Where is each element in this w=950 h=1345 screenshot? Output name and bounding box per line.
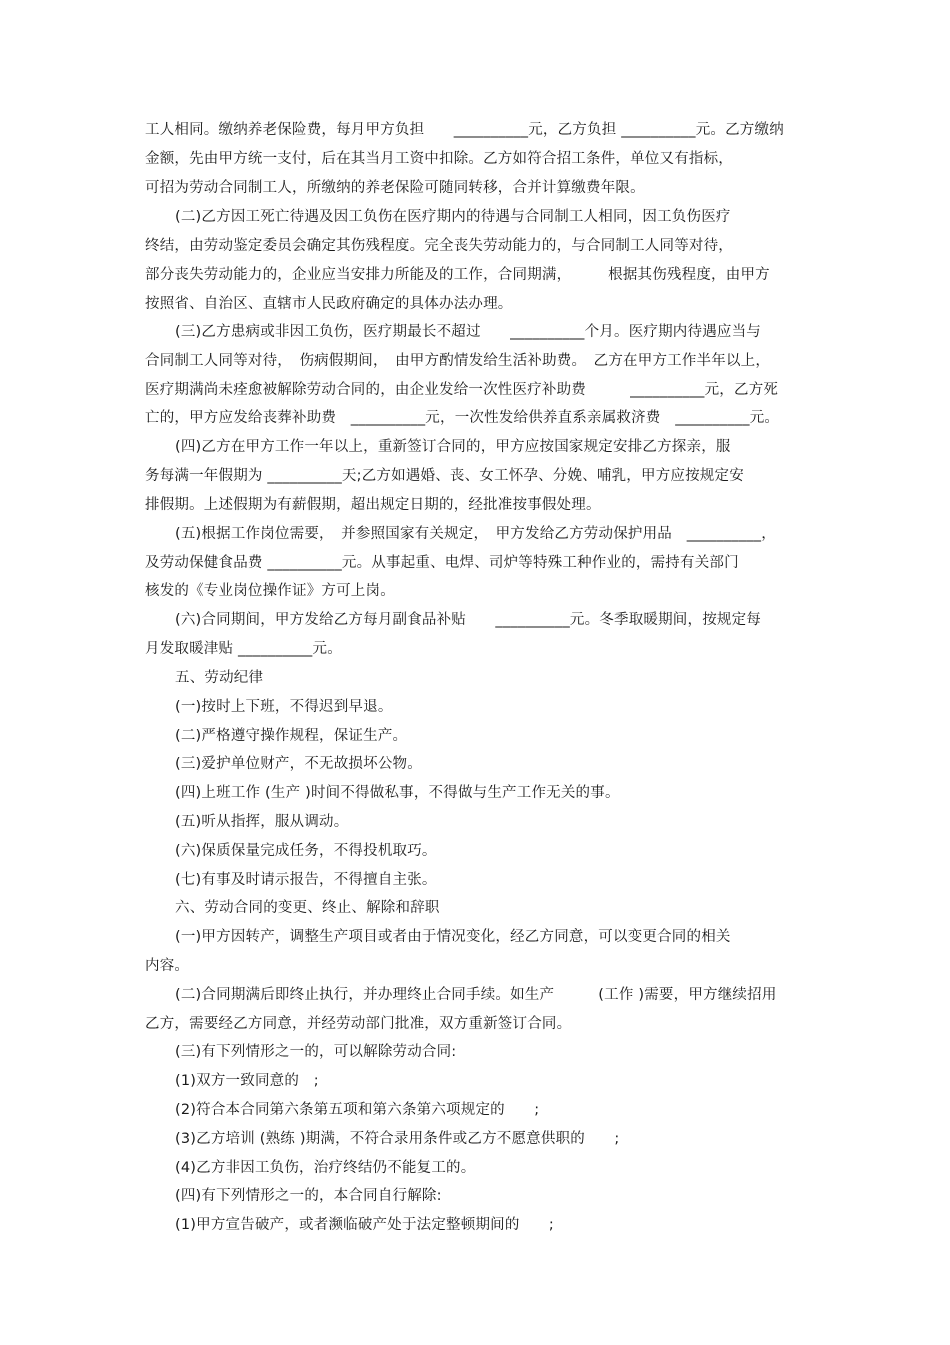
text-line: (1)双方一致同意的 ; (175, 1073, 319, 1089)
text-line: (三)有下列情形之一的，可以解除劳动合同: (175, 1044, 457, 1060)
section-heading: 五、劳动纪律 (175, 670, 264, 686)
text-line: (二)合同期满后即终止执行，并办理终止合同手续。如生产 (工作 )需要，甲方继续招用 (175, 987, 777, 1003)
text-line: 按照省、自治区、直辖市人民政府确定的具体办法办理。 (145, 296, 513, 312)
text-line: 合同制工人同等对待， 伤病假期间， 由甲方酌情发给生活补助费。 乙方在甲方工作半年以上， (145, 353, 771, 369)
text-line: (一)按时上下班，不得迟到早退。 (175, 699, 393, 715)
text-line: (六)合同期间，甲方发给乙方每月副食品补贴 __________元。冬季取暖期间，按规定每 (175, 612, 762, 628)
section-heading: 六、劳动合同的变更、终止、解除和辞职 (175, 900, 440, 916)
text-line: 亡的，甲方应发给丧葬补助费 __________元，一次性发给供养直系亲属救济费 __________元。 (145, 410, 780, 426)
text-line: (六)保质保量完成任务，不得投机取巧。 (175, 843, 437, 859)
text-line: 务每满一年假期为 __________天;乙方如遇婚、丧、女工怀孕、分娩、哺乳，甲方应按规定安 (145, 468, 744, 484)
text-line: (4)乙方非因工负伤，治疗终结仍不能复工的。 (175, 1160, 476, 1176)
text-line: (3)乙方培训 (熟练 )期满，不符合录用条件或乙方不愿意供职的 ; (175, 1131, 620, 1147)
text-line: 医疗期满尚未痊愈被解除劳动合同的，由企业发给一次性医疗补助费 __________元，乙方死 (145, 382, 779, 398)
text-line: (一)甲方因转产，调整生产项目或者由于情况变化，经乙方同意，可以变更合同的相关 (175, 929, 731, 945)
text-line: (三)爱护单位财产，不无故损坏公物。 (175, 756, 422, 772)
text-line: 可招为劳动合同制工人，所缴纳的养老保险可随同转移，合并计算缴费年限。 (145, 180, 645, 196)
text-line: 核发的《专业岗位操作证》方可上岗。 (145, 583, 395, 599)
text-line: 金额，先由甲方统一支付，后在其当月工资中扣除。乙方如符合招工条件，单位又有指标， (145, 151, 733, 167)
text-line: 内容。 (145, 958, 190, 974)
text-line: 乙方，需要经乙方同意，并经劳动部门批准，双方重新签订合同。 (145, 1016, 572, 1032)
text-line: (1)甲方宣告破产，或者濒临破产处于法定整顿期间的 ; (175, 1217, 555, 1233)
text-line: (四)上班工作 (生产 )时间不得做私事，不得做与生产工作无关的事。 (175, 785, 620, 801)
text-line: 月发取暖津贴 __________元。 (145, 641, 342, 657)
text-line: (四)有下列情形之一的，本合同自行解除: (175, 1188, 442, 1204)
text-line: (2)符合本合同第六条第五项和第六条第六项规定的 ; (175, 1102, 540, 1118)
text-line: 终结，由劳动鉴定委员会确定其伤残程度。完全丧失劳动能力的，与合同制工人同等对待， (145, 238, 733, 254)
text-line: 及劳动保健食品费 __________元。从事起重、电焊、司炉等特殊工种作业的，需持有关部门 (145, 555, 739, 571)
text-line: 排假期。上述假期为有薪假期，超出规定日期的，经批准按事假处理。 (145, 497, 601, 513)
text-line: 部分丧失劳动能力的，企业应当安排力所能及的工作，合同期满， 根据其伤残程度，由甲方 (145, 267, 770, 283)
text-line: (五)听从指挥，服从调动。 (175, 814, 349, 830)
text-line: (七)有事及时请示报告，不得擅自主张。 (175, 872, 437, 888)
text-line: 工人相同。缴纳养老保险费，每月甲方负担 __________元，乙方负担 __________元。乙方缴纳 (145, 122, 784, 138)
text-line: (三)乙方患病或非因工负伤，医疗期最长不超过 __________个月。医疗期内待遇应当与 (175, 324, 762, 340)
text-line: (二)乙方因工死亡待遇及因工负伤在医疗期内的待遇与合同制工人相同，因工负伤医疗 (175, 209, 731, 225)
text-line: (二)严格遵守操作规程，保证生产。 (175, 728, 408, 744)
text-line: (四)乙方在甲方工作一年以上，重新签订合同的，甲方应按国家规定安排乙方探亲，服 (175, 439, 731, 455)
text-line: (五)根据工作岗位需要， 并参照国家有关规定， 甲方发给乙方劳动保护用品 __________， (175, 526, 776, 542)
